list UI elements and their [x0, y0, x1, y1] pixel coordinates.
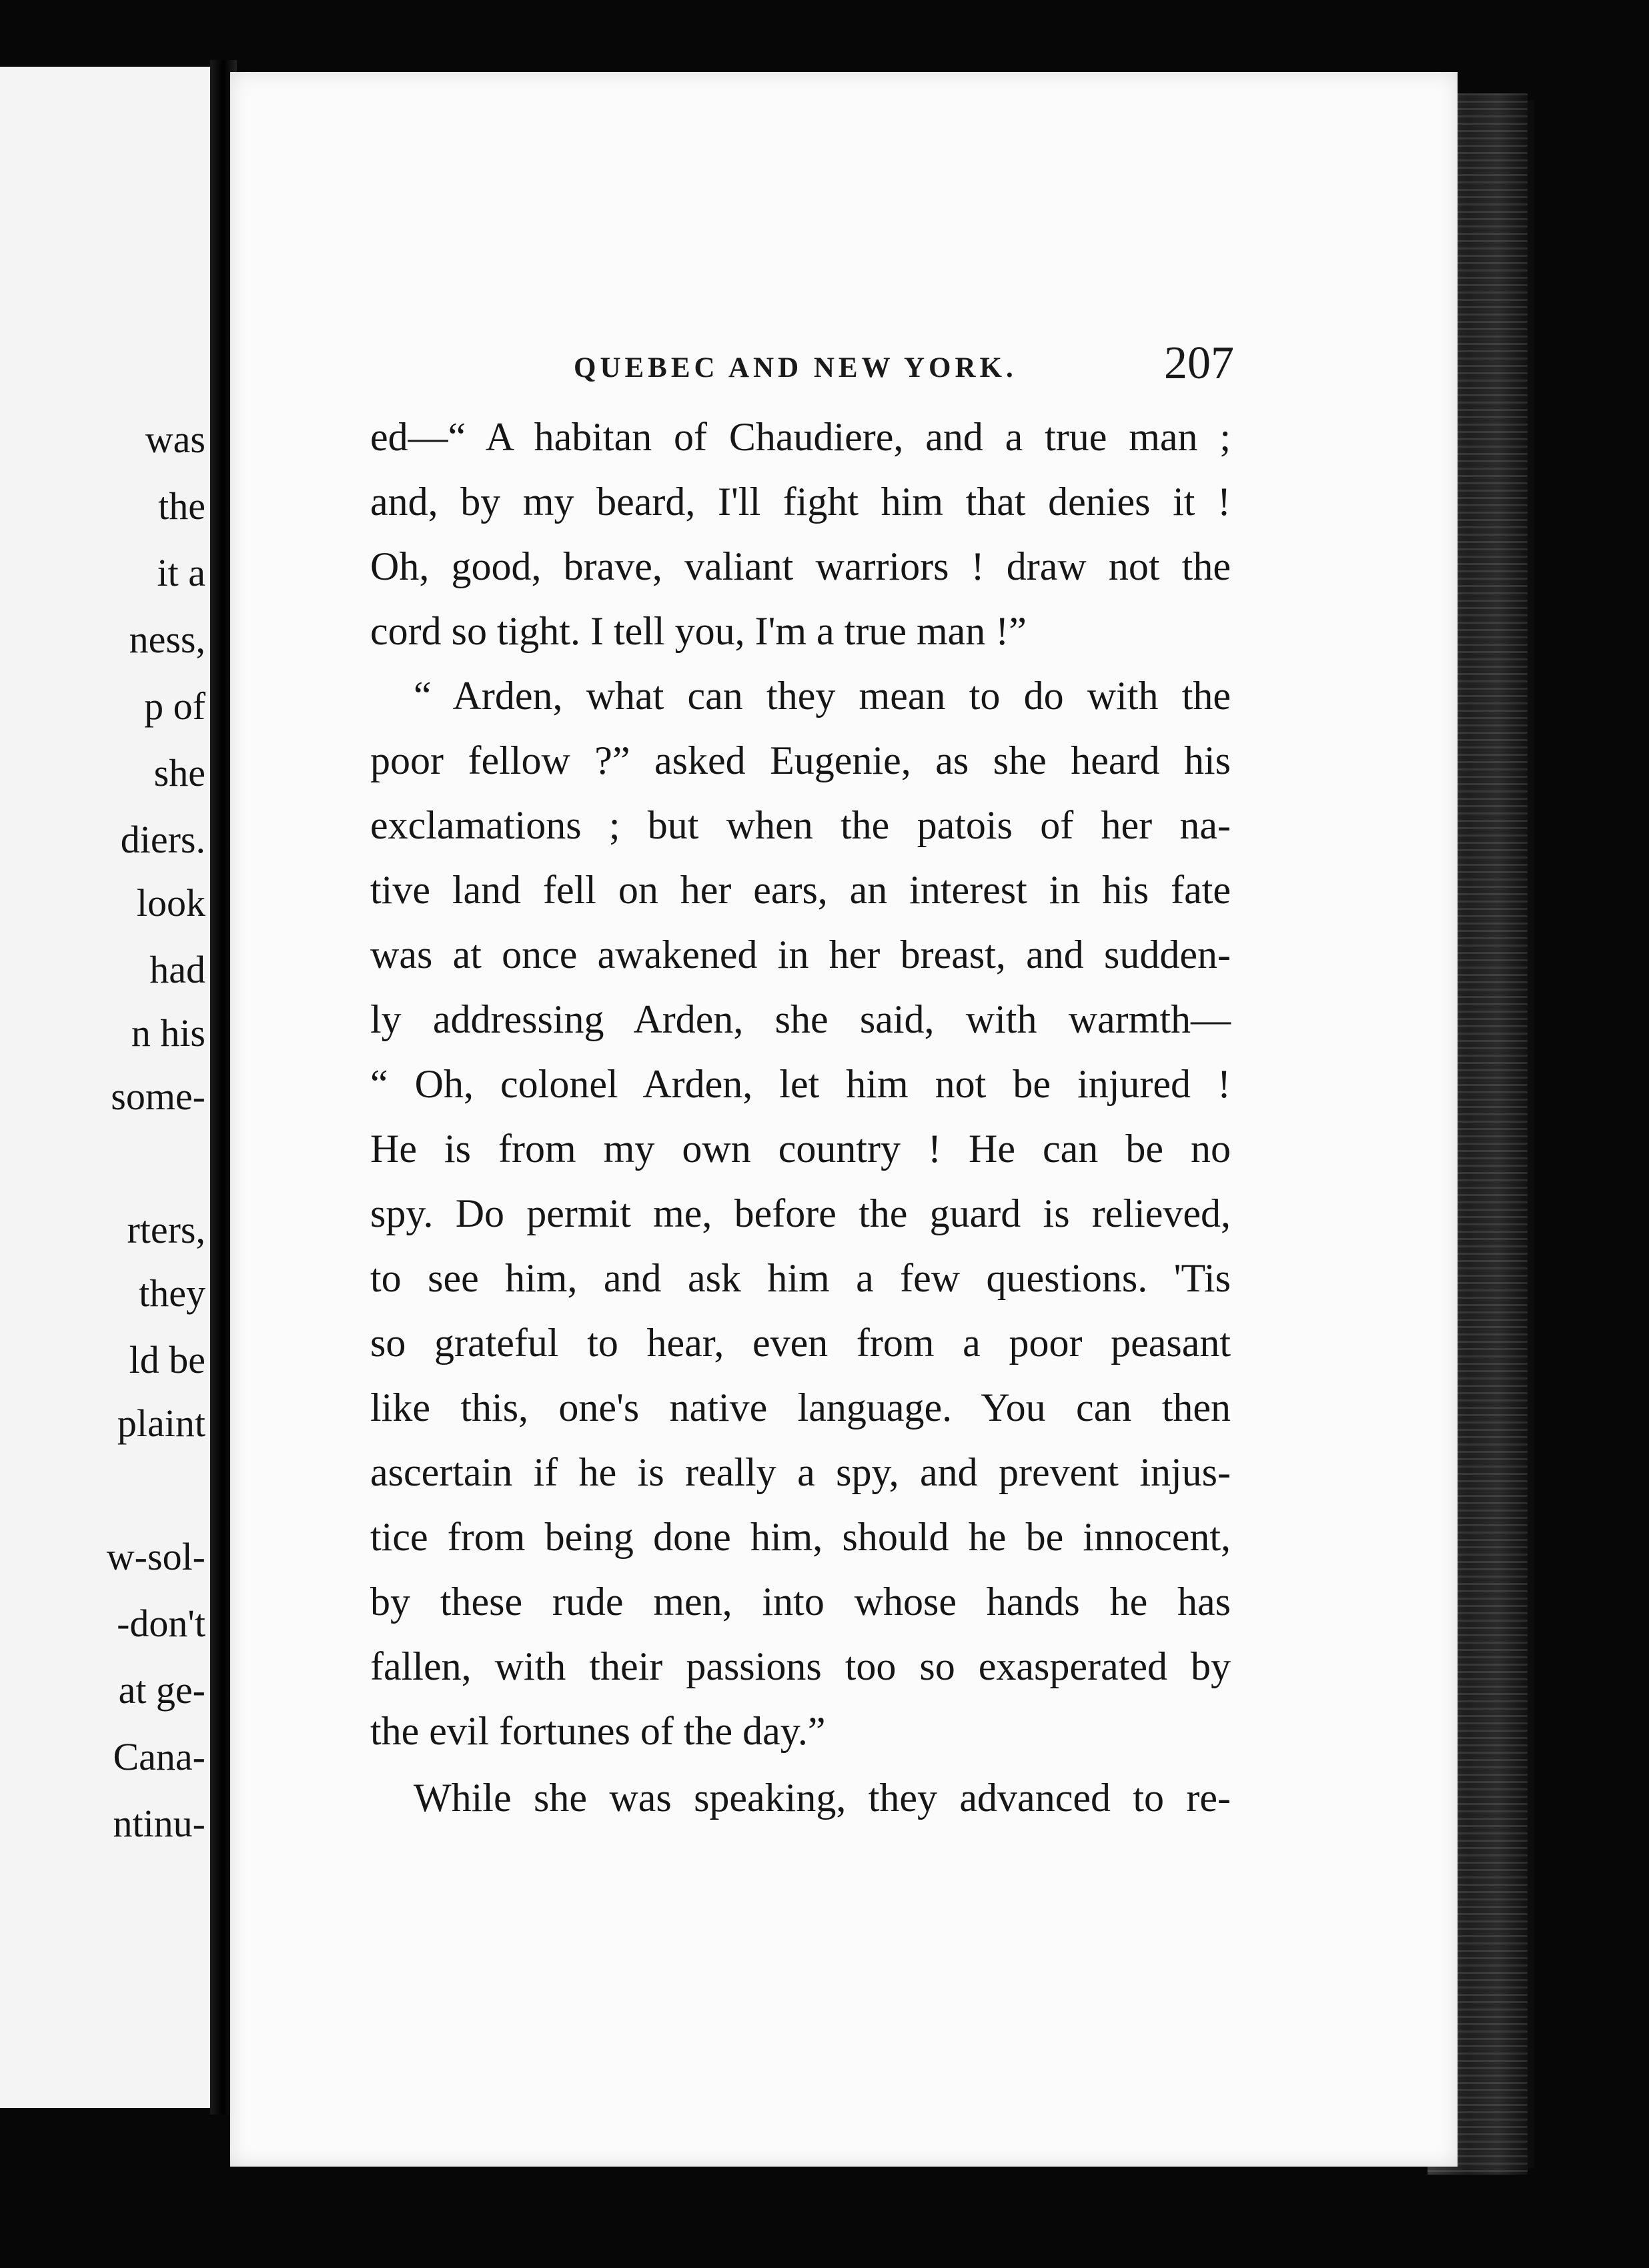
- text-line: poor fellow ?” asked Eugenie, as she heard his: [370, 738, 1231, 782]
- text-line: tice from being done him, should he be innocent,: [370, 1515, 1231, 1559]
- left-page-fragment: rters,: [127, 1208, 205, 1251]
- text-line: spy. Do permit me, before the guard is relieved,: [370, 1191, 1231, 1235]
- left-page-fragment: p of: [144, 684, 205, 728]
- left-page-fragment: it a: [157, 551, 205, 594]
- text-line: ascertain if he is really a spy, and prevent injus-: [370, 1450, 1231, 1494]
- text-line: exclamations ; but when the patois of her na-: [370, 803, 1231, 847]
- left-page-fragment: w-sol-: [106, 1535, 205, 1578]
- text-line: to see him, and ask him a few questions. 'Tis: [370, 1256, 1231, 1300]
- text-line: like this, one's native language. You can then: [370, 1385, 1231, 1430]
- text-line: by these rude men, into whose hands he has: [370, 1580, 1231, 1624]
- text-line: Oh, good, brave, valiant warriors ! draw not the: [370, 544, 1231, 588]
- left-page-fragment: she: [153, 751, 205, 794]
- left-page: [0, 67, 213, 2108]
- text-line: While she was speaking, they advanced to re-: [414, 1776, 1231, 1820]
- left-page-fragment: ntinu-: [113, 1802, 205, 1845]
- left-page-fragment: ness,: [129, 618, 205, 661]
- text-line: “ Arden, what can they mean to do with the: [414, 674, 1231, 718]
- text-line: and, by my beard, I'll fight him that denies it !: [370, 480, 1231, 524]
- text-line: so grateful to hear, even from a poor peasant: [370, 1321, 1231, 1365]
- left-page-fragment: diers.: [120, 818, 205, 861]
- left-page-fragment: n his: [131, 1011, 205, 1055]
- left-page-fragment: the: [158, 484, 205, 528]
- text-line: tive land fell on her ears, an interest in his fate: [370, 868, 1231, 912]
- left-page-fragment: was: [145, 418, 205, 461]
- left-page-fragment: some-: [111, 1075, 205, 1118]
- text-line: ly addressing Arden, she said, with warmth—: [370, 997, 1231, 1041]
- text-line: cord so tight. I tell you, I'm a true man !”: [370, 609, 1027, 653]
- text-line: “ Oh, colonel Arden, let him not be injured !: [370, 1062, 1231, 1106]
- text-line: He is from my own country ! He can be no: [370, 1127, 1231, 1171]
- left-page-fragment: -don't: [117, 1602, 205, 1645]
- text-line: the evil fortunes of the day.”: [370, 1709, 826, 1753]
- running-title: QUEBEC AND NEW YORK.: [574, 352, 1017, 384]
- running-head: [347, 337, 1234, 397]
- left-page-fragment: plaint: [117, 1401, 205, 1445]
- left-page-fragment: had: [149, 948, 205, 991]
- left-page-fragment: look: [136, 881, 205, 925]
- text-line: fallen, with their passions too so exasperated by: [370, 1644, 1231, 1688]
- left-page-fragment: ld be: [129, 1338, 205, 1381]
- left-page-fragment: at ge-: [118, 1668, 205, 1712]
- text-line: ed—“ A habitan of Chaudiere, and a true man ;: [370, 415, 1231, 459]
- page-number: 207: [1164, 338, 1234, 389]
- left-page-fragment: Cana-: [113, 1735, 205, 1778]
- text-line: was at once awakened in her breast, and sudden-: [370, 933, 1231, 977]
- left-page-fragment: they: [139, 1271, 205, 1315]
